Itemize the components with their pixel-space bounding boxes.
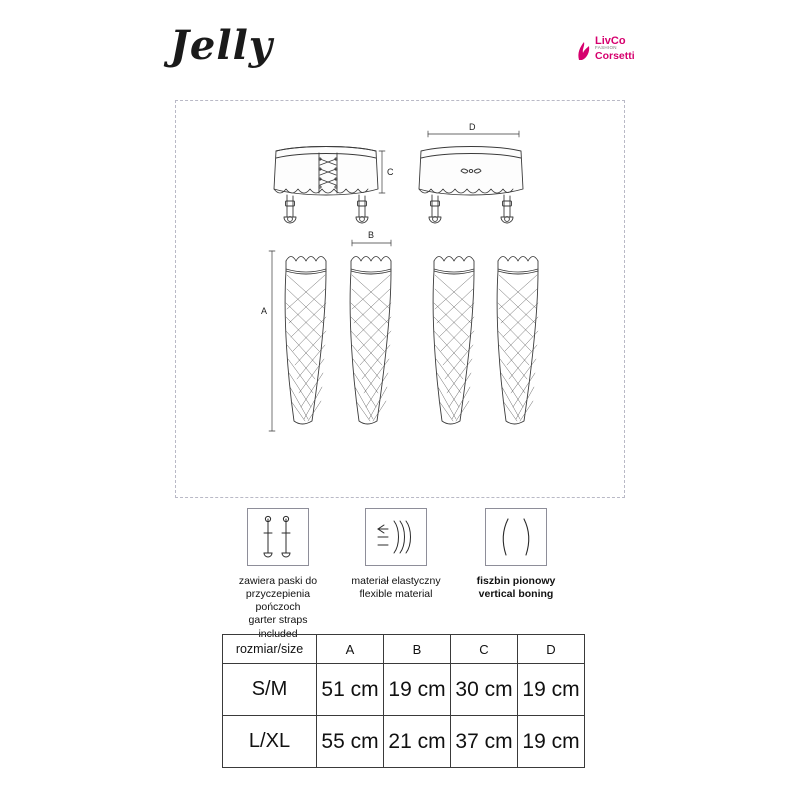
- logo-line-2: Corsetti: [595, 50, 635, 63]
- logo-text: [595, 36, 635, 62]
- dimension-label-b: B: [368, 230, 375, 240]
- table-header-d: D: [518, 635, 585, 664]
- table-header-a: A: [317, 635, 384, 664]
- feature-0-line-en: garter straps included: [248, 614, 308, 640]
- feature-list: [228, 508, 578, 640]
- row-0-d: 19 cm: [518, 664, 585, 716]
- page-title: Jelly: [170, 22, 274, 69]
- feature-0-line-pl-1: zawiera paski do: [238, 575, 318, 587]
- garter-straps-icon: [247, 508, 309, 566]
- feature-caption-flexible-material: [346, 575, 446, 601]
- dimension-label-d: D: [469, 122, 476, 132]
- row-1-a: 55 cm: [317, 716, 384, 768]
- logo-mark-icon: [576, 38, 592, 60]
- row-0-a: 51 cm: [317, 664, 384, 716]
- brand-logo: [576, 32, 648, 66]
- table-header-row: [223, 635, 585, 664]
- feature-1-line-pl-1: materiał elastyczny: [351, 575, 441, 587]
- table-header-c: C: [451, 635, 518, 664]
- feature-caption-garter-straps: [228, 575, 328, 641]
- garment-illustration-frame: [175, 100, 625, 498]
- table-row: [223, 664, 585, 716]
- row-1-d: 19 cm: [518, 716, 585, 768]
- feature-0-line-pl-2: przyczepienia pończoch: [245, 588, 311, 614]
- dimension-label-c: C: [387, 167, 394, 177]
- dimension-label-a: A: [261, 306, 268, 316]
- row-1-size: L/XL: [223, 716, 317, 768]
- logo-line-1: LivCo: [595, 34, 626, 47]
- feature-vertical-boning: [466, 508, 566, 601]
- feature-2-line-en: vertical boning: [478, 588, 554, 601]
- size-table: [222, 634, 585, 768]
- table-header-b: B: [384, 635, 451, 664]
- row-1-c: 37 cm: [451, 716, 518, 768]
- row-0-c: 30 cm: [451, 664, 518, 716]
- feature-flexible-material: [346, 508, 446, 601]
- row-1-b: 21 cm: [384, 716, 451, 768]
- row-0-size: S/M: [223, 664, 317, 716]
- elastic-material-icon: [365, 508, 427, 566]
- table-header-size: rozmiar/size: [223, 635, 317, 664]
- logo-line-3: FASHION: [595, 45, 617, 51]
- feature-1-line-en: flexible material: [359, 588, 433, 601]
- feature-2-line-pl-1: fiszbin pionowy: [476, 575, 556, 587]
- garment-illustration: [176, 101, 624, 497]
- feature-caption-vertical-boning: [466, 575, 566, 601]
- vertical-boning-icon: [485, 508, 547, 566]
- row-0-b: 19 cm: [384, 664, 451, 716]
- feature-garter-straps: [228, 508, 328, 641]
- table-row: [223, 716, 585, 768]
